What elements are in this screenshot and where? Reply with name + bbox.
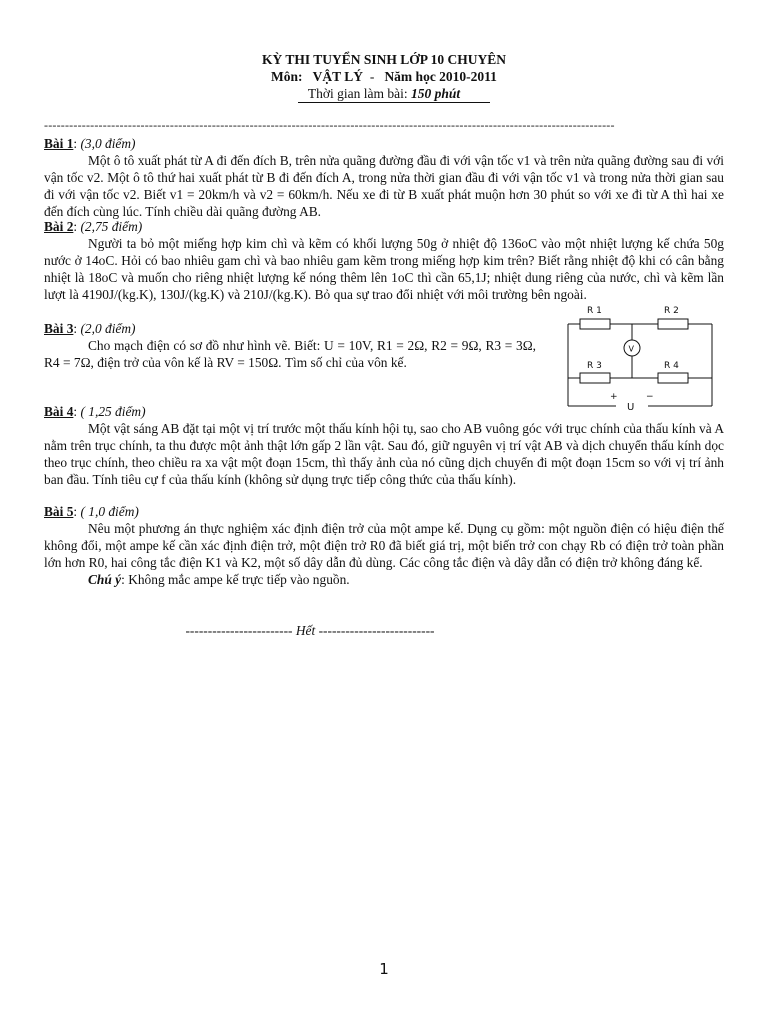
circuit-diagram <box>560 298 720 414</box>
problem-5-points: ( 1,0 điểm) <box>80 504 139 519</box>
problem-5: Bài 5: ( 1,0 điểm) Nêu một phương án thực nghiệm xác định điện trở của một ampe kế. Dụng cụ gồm: một nguồn điện có hiệu điện thế không đổi, một ampe kế cần xác định điện trở, một điện trở R0 đã biết giá trị, một biến trở con chạy Rb có điện trở toàn phần lớn hơn R0, hai công tắc điện K1 và K2, một số dây dẫn đủ dùng. Các công tắc điện và dây dẫn có điện trở không đáng kể. Chú ý: Không mắc ampe kế trực tiếp vào nguồn. <box>44 504 724 587</box>
note-label: Chú ý <box>88 572 122 587</box>
end-dashes-left: ------------------------ <box>185 623 293 638</box>
label-u: U <box>627 402 635 413</box>
problem-4-text: Một vật sáng AB đặt tại một vị trí trước một thấu kính hội tụ, sao cho AB vuông góc với trục chính của thấu kính và A nằm trên trục chính, ta thu được một ảnh thật lớn gấp 2 lần vật. Sau đó, giữ nguyên vị trí vật AB và dịch chuyển thấu kính dọc theo trục chính, theo chiều ra xa vật một đoạn 15cm, thì thấy ảnh của nó cũng dịch chuyển đi một đoạn 15cm so với vị trí ảnh ban đầu. Tính tiêu cự f của thấu kính (không sử dụng trực tiếp công thức của thấu kính). <box>44 421 724 487</box>
end-label: Hết <box>295 623 316 638</box>
divider-line: ---------------------------------------------------------------------------------------------------------------------------------------- <box>44 118 615 132</box>
problem-4-points: ( 1,25 điểm) <box>80 404 146 419</box>
problem-1-points: (3,0 điểm) <box>80 136 136 151</box>
problem-5-title: Bài 5 <box>44 504 74 519</box>
label-r4: R 4 <box>664 361 679 371</box>
problem-2-title: Bài 2 <box>44 219 74 234</box>
note-text: : Không mắc ampe kế trực tiếp vào nguồn. <box>121 572 350 587</box>
time-line <box>0 85 768 102</box>
exam-title: KỲ THI TUYỂN SINH LỚP 10 CHUYÊN <box>261 52 507 67</box>
end-marker <box>10 623 610 639</box>
problem-2-text: Người ta bỏ một miếng hợp kim chì và kẽm có khối lượng 50g ở nhiệt độ 136oC vào một nhiệt lượng kế chứa 50g nước ở 14oC. Hỏi có bao nhiêu gam chì và bao nhiêu gam kẽm trong miếng hợp kim trên? Biết rằng nhiệt độ khi có cân bằng nhiệt là 18oC và muốn cho riêng nhiệt lượng kế nóng thêm lên 1oC thì cần 65,1J; nhiệt dung riêng của nước, chì và kẽm lần lượt là 4190J/(kg.K), 130J/(kg.K) và 210J/(kg.K). Bỏ qua sự trao đổi nhiệt với môi trường bên ngoài. <box>44 236 724 302</box>
problem-3-points: (2,0 điểm) <box>80 321 136 336</box>
problem-1-title: Bài 1 <box>44 136 74 151</box>
time-value: 150 phút <box>410 86 461 101</box>
problem-4: Bài 4: ( 1,25 điểm) Một vật sáng AB đặt tại một vị trí trước một thấu kính hội tụ, sao cho AB vuông góc với trục chính của thấu kính và A nằm trên trục chính, ta thu được một ảnh thật lớn gấp 2 lần vật. Sau đó, giữ nguyên vị trí vật AB và dịch chuyển thấu kính dọc theo trục chính, theo chiều ra xa vật một đoạn 15cm, thì thấy ảnh của nó cũng dịch chuyển đi một đoạn 15cm so với vị trí ảnh ban đầu. Tính tiêu cự f của thấu kính (không sử dụng trực tiếp công thức của thấu kính). <box>44 404 724 487</box>
problem-1-text: Một ô tô xuất phát từ A đi đến đích B, trên nửa quãng đường đầu đi với vận tốc v1 và trên nửa quãng đường sau đi với vận tốc v2. Một ô tô thứ hai xuất phát từ B đi đến đích A, trong nửa thời gian đầu đi với vận tốc v1 và trong nửa thời gian sau đi với vận tốc v2. Biết v1 = 20km/h và v2 = 60km/h. Nếu xe đi từ B xuất phát muộn hơn 30 phút so với xe đi từ A thì hai xe đến đích cùng lúc. Tính chiều dài quãng đường AB. <box>44 153 724 219</box>
label-r3: R 3 <box>587 361 602 371</box>
problem-3: Bài 3: (2,0 điểm) Cho mạch điện có sơ đồ như hình vẽ. Biết: U = 10V, R1 = 2Ω, R2 = 9Ω, R3 = 3Ω, R4 = 7Ω, điện trở của vôn kế là RV = 150Ω. Tìm số chỉ của vôn kế. <box>44 321 536 370</box>
resistor-r4 <box>658 373 688 383</box>
problem-3-title: Bài 3 <box>44 321 74 336</box>
resistor-r1 <box>580 319 610 329</box>
subject-name: VẬT LÝ <box>312 69 364 84</box>
problem-4-title: Bài 4 <box>44 404 74 419</box>
school-year: Năm học 2010-2011 <box>384 69 497 84</box>
page-number: 1 <box>379 960 389 978</box>
problem-2: Bài 2: (2,75 điểm) Người ta bỏ một miếng hợp kim chì và kẽm có khối lượng 50g ở nhiệt độ 136oC vào một nhiệt lượng kế chứa 50g nước ở 14oC. Hỏi có bao nhiêu gam chì và bao nhiêu gam kẽm trong miếng hợp kim trên? Biết rằng nhiệt độ khi có cân bằng nhiệt là 18oC và muốn cho riêng nhiệt lượng kế nóng thêm lên 1oC thì cần 65,1J; nhiệt dung riêng của nước, chì và kẽm lần lượt là 4190J/(kg.K), 130J/(kg.K) và 210J/(kg.K). Bỏ qua sự trao đổi nhiệt với môi trường bên ngoài. <box>44 219 724 302</box>
label-v: V <box>628 344 634 354</box>
subject-line: Môn: VẬT LÝ - Năm học 2010-2011 <box>271 69 497 84</box>
end-dashes-right: -------------------------- <box>318 623 435 638</box>
problem-2-points: (2,75 điểm) <box>80 219 143 234</box>
resistor-r2 <box>658 319 688 329</box>
header-underline <box>298 102 490 103</box>
resistor-r3 <box>580 373 610 383</box>
time-label: Thời gian làm bài: <box>307 86 408 101</box>
label-r1: R 1 <box>587 306 602 316</box>
problem-1: Bài 1: (3,0 điểm) Một ô tô xuất phát từ A đi đến đích B, trên nửa quãng đường đầu đi với vận tốc v1 và trên nửa quãng đường sau đi với vận tốc v2. Một ô tô thứ hai xuất phát từ B đi đến đích A, trong nửa thời gian đầu đi với vận tốc v1 và trong nửa thời gian sau đi với vận tốc v2. Biết v1 = 20km/h và v2 = 60km/h. Nếu xe đi từ B xuất phát muộn hơn 30 phút so với xe đi từ A thì hai xe đến đích cùng lúc. Tính chiều dài quãng đường AB. <box>44 136 724 219</box>
subject-label: Môn: <box>271 69 303 84</box>
label-plus: + <box>610 392 618 402</box>
problem-5-text: Nêu một phương án thực nghiệm xác định điện trở của một ampe kế. Dụng cụ gồm: một nguồn điện có hiệu điện thế không đổi, một ampe kế cần xác định điện trở, một điện trở R0 đã biết giá trị, một biến trở con chạy Rb có điện trở toàn phần lớn hơn R0, hai công tắc điện K1 và K2, một số dây dẫn đủ dùng. Các công tắc điện và dây dẫn có điện trở không đáng kể. <box>44 521 724 570</box>
problem-3-text: Cho mạch điện có sơ đồ như hình vẽ. Biết: U = 10V, R1 = 2Ω, R2 = 9Ω, R3 = 3Ω, R4 = 7Ω, điện trở của vôn kế là RV = 150Ω. Tìm số chỉ của vôn kế. <box>44 338 536 370</box>
label-minus: − <box>646 392 654 402</box>
label-r2: R 2 <box>664 306 679 316</box>
